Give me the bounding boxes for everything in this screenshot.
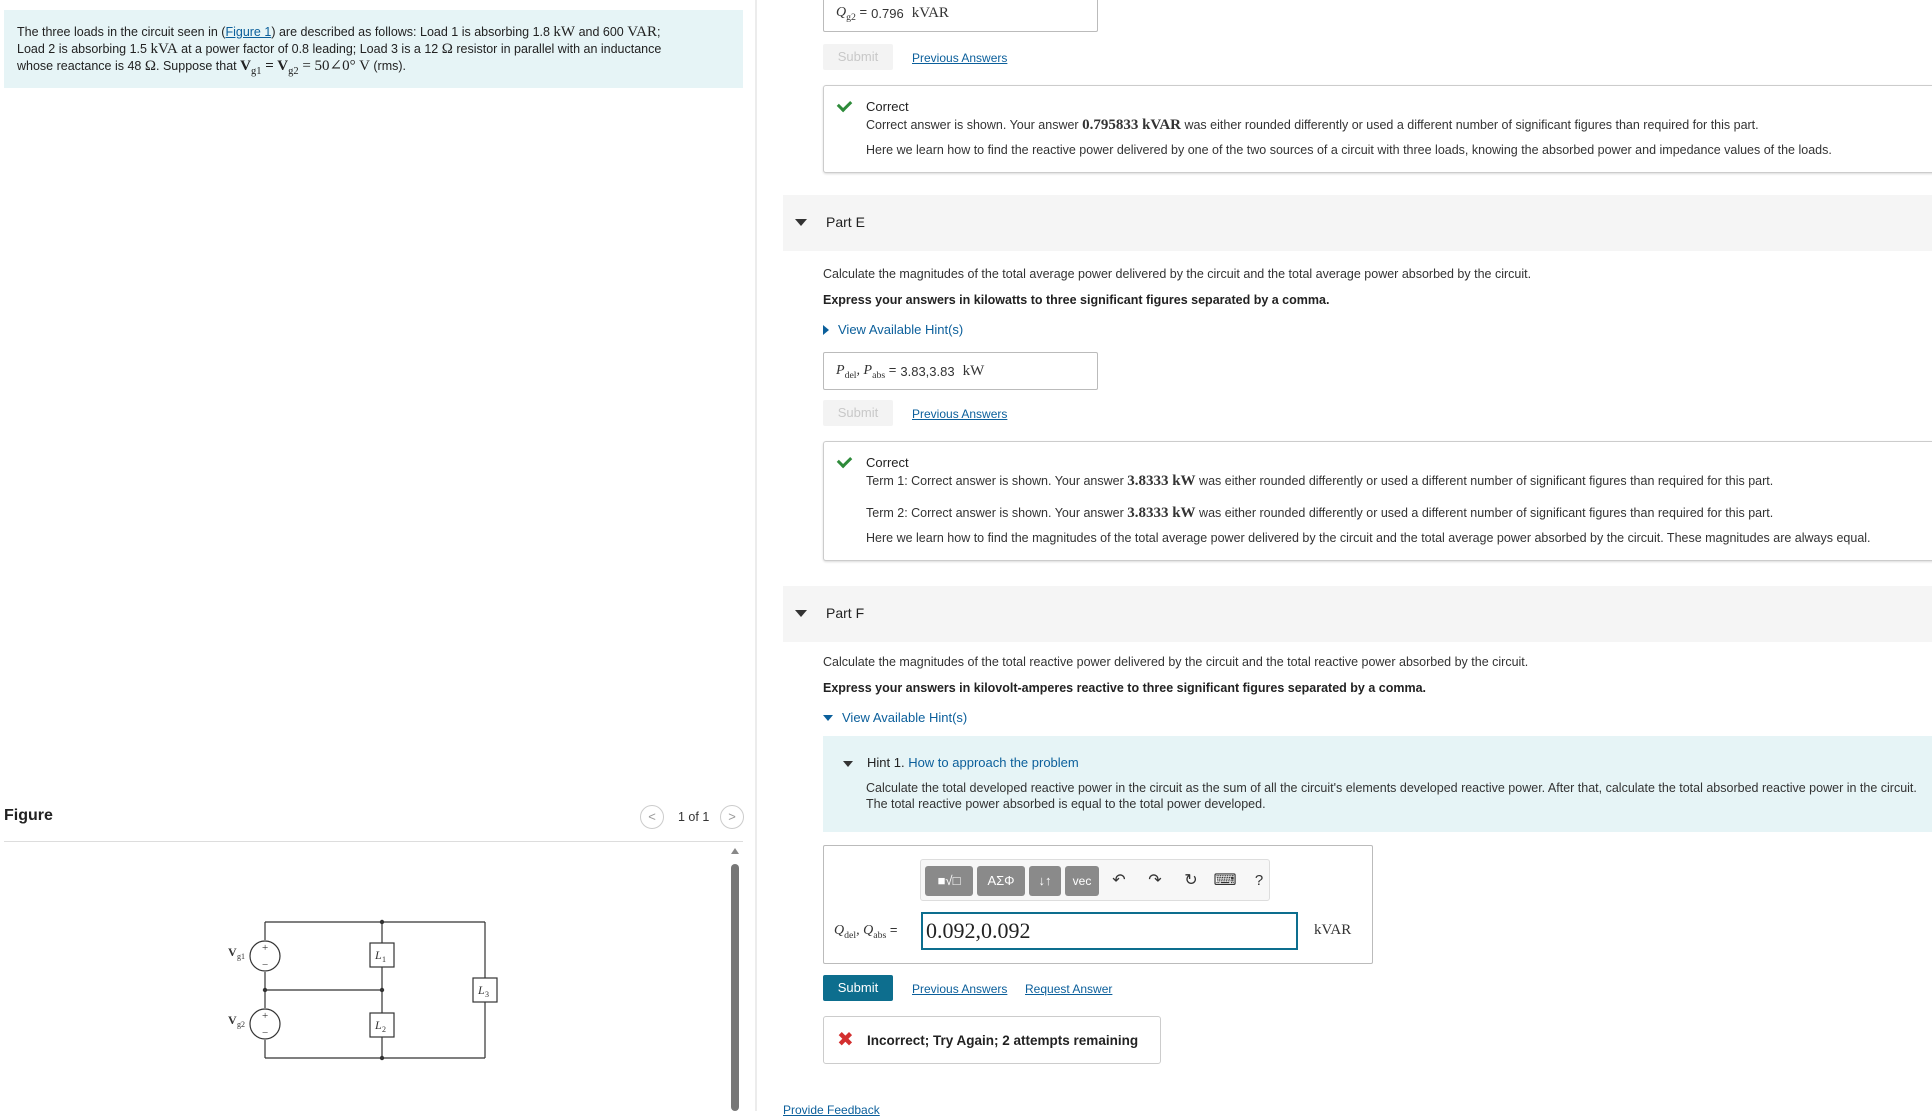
part-f-hint-toggle[interactable]: View Available Hint(s) xyxy=(823,710,967,725)
feedback-line-2: Here we learn how to find the reactive power delivered by one of the two sources of a circuit with three loads, knowing the absorbed power and impedance values of the loads. xyxy=(866,143,1832,157)
parts-panel xyxy=(757,0,1932,1117)
part-d-feedback xyxy=(823,85,1932,173)
problem-line-1: The three loads in the circuit seen in (Figure 1) are described as follows: Load 1 is absorbing 1.8 kW and 600 VAR; xyxy=(17,24,661,40)
scroll-up-icon[interactable] xyxy=(731,848,739,854)
part-e-label: Part E xyxy=(826,214,865,230)
circuit-diagram xyxy=(220,910,510,1070)
feedback-title: Correct xyxy=(866,99,909,114)
part-f-previous-answers-link[interactable]: Previous Answers xyxy=(912,982,1008,996)
feedback-term-1: Term 1: Correct answer is shown. Your answer 3.8333 kW was either rounded differently or used a different number of significant figures than required for this part. xyxy=(866,473,1774,489)
part-e-unit: kW xyxy=(962,362,985,379)
part-d-previous-answers-link[interactable]: Previous Answers xyxy=(912,51,1008,65)
figure-header xyxy=(4,805,743,842)
arrows-button[interactable]: ↓↑ xyxy=(1029,866,1061,896)
collapse-triangle-icon xyxy=(823,715,833,721)
part-e-feedback xyxy=(823,441,1932,561)
part-f-incorrect-feedback xyxy=(823,1016,1161,1064)
vector-button[interactable]: vec xyxy=(1065,866,1099,896)
problem-line-3: whose reactance is 48 Ω. Suppose that $V_{g1} = V_{g2}$ = 50∠0° V (rms). xyxy=(17,58,407,77)
minus-sign-2: − xyxy=(262,1027,269,1039)
vg1-label-sub: g1 xyxy=(237,952,245,961)
help-icon[interactable]: ? xyxy=(1254,872,1264,889)
redo-icon[interactable]: ↷ xyxy=(1148,872,1162,889)
reset-icon[interactable]: ↻ xyxy=(1184,872,1198,889)
part-d-answer-label: $Q_{g2}$ = xyxy=(836,3,868,23)
incorrect-x-icon: ✖ xyxy=(837,1029,854,1051)
part-f-header[interactable] xyxy=(783,586,1932,642)
templates-button[interactable]: ■√□ xyxy=(925,866,973,896)
l1-label-sub: 1 xyxy=(382,955,386,964)
l2-label-sub: 2 xyxy=(382,1025,386,1034)
l2-label: L xyxy=(375,1018,382,1032)
keyboard-icon[interactable]: ⌨ xyxy=(1213,872,1237,889)
part-f-label: Part F xyxy=(826,605,865,621)
scroll-thumb[interactable] xyxy=(731,864,739,1111)
math-toolbar xyxy=(920,859,1270,901)
part-f-submit-button[interactable]: Submit xyxy=(823,975,893,1001)
figure-title: Figure xyxy=(4,807,53,824)
check-icon xyxy=(837,97,853,113)
part-d-unit: kVAR xyxy=(911,4,949,21)
figure-link[interactable]: Figure 1 xyxy=(225,25,272,39)
provide-feedback-link[interactable]: Provide Feedback xyxy=(783,1103,880,1117)
feedback-summary: Here we learn how to find the magnitudes of the total average power delivered by the circuit and the total average power absorbed by the circuit. These magnitudes are always equal. xyxy=(866,531,1871,545)
voltage-equation: $V_{g1} = V_{g2}$ = 50∠0° V xyxy=(240,58,370,77)
collapse-triangle-icon[interactable] xyxy=(795,219,807,226)
part-e-answer-label: $P_{del}$, $P_{abs}$ = xyxy=(836,361,897,381)
collapse-triangle-icon[interactable] xyxy=(795,610,807,617)
part-e-hint-toggle[interactable]: View Available Hint(s) xyxy=(823,322,963,337)
hint-collapse-icon[interactable] xyxy=(843,761,853,767)
part-f-question: Calculate the magnitudes of the total reactive power delivered by the circuit and the total reactive power absorbed by the circuit. xyxy=(823,655,1529,669)
part-e-question: Calculate the magnitudes of the total average power delivered by the circuit and the total average power absorbed by the circuit. xyxy=(823,267,1532,281)
hint-1-title[interactable]: Hint 1. How to approach the problem xyxy=(867,755,1079,770)
plus-sign-1: + xyxy=(262,942,269,954)
part-f-unit: kVAR xyxy=(1314,922,1352,938)
l3-label-sub: 3 xyxy=(485,990,489,999)
vg2-label: V xyxy=(228,1013,237,1027)
part-e-previous-answers-link[interactable]: Previous Answers xyxy=(912,407,1008,421)
part-e-answer-value: 3.83,3.83 xyxy=(900,363,955,379)
figure-scrollbar[interactable] xyxy=(731,848,739,1111)
feedback-term-2: Term 2: Correct answer is shown. Your answer 3.8333 kW was either rounded differently or used a different number of significant figures than required for this part. xyxy=(866,505,1774,521)
greek-symbols-button[interactable]: ΑΣΦ xyxy=(977,866,1025,896)
part-d-answer-value: 0.796 xyxy=(871,5,904,21)
part-e-instruction: Express your answers in kilowatts to three significant figures separated by a comma. xyxy=(823,293,1330,307)
part-d-answer-display xyxy=(823,0,1098,32)
feedback-line-1: Correct answer is shown. Your answer 0.795833 kVAR was either rounded differently or used a different number of significant figures than required for this part. xyxy=(866,117,1759,133)
part-e-submit-button[interactable]: Submit xyxy=(823,400,893,426)
minus-sign-1: − xyxy=(262,959,269,971)
expand-triangle-icon xyxy=(823,325,829,335)
vg2-label-sub: g2 xyxy=(237,1020,245,1029)
part-f-answer-label: $Q_{del}$, $Q_{abs}$ = xyxy=(834,922,898,941)
part-e-answer-display xyxy=(823,352,1098,390)
plus-sign-2: + xyxy=(262,1010,269,1022)
vg1-label: V xyxy=(228,945,237,959)
part-d-submit-button[interactable]: Submit xyxy=(823,44,893,70)
problem-statement xyxy=(4,10,743,88)
problem-panel xyxy=(0,0,752,1111)
part-f-request-answer-link[interactable]: Request Answer xyxy=(1025,982,1113,996)
l3-label: L xyxy=(478,983,485,997)
feedback-title: Correct xyxy=(866,455,909,470)
figure-next-button[interactable]: > xyxy=(720,805,744,829)
incorrect-message: Incorrect; Try Again; 2 attempts remaining xyxy=(867,1033,1139,1048)
part-f-instruction: Express your answers in kilovolt-amperes reactive to three significant figures separated by a comma. xyxy=(823,681,1427,695)
l1-label: L xyxy=(375,948,382,962)
part-f-answer-editor xyxy=(823,845,1373,964)
part-e-header[interactable] xyxy=(783,195,1932,251)
undo-icon[interactable]: ↶ xyxy=(1112,872,1126,889)
hint-1-body: Calculate the total developed reactive power in the circuit as the sum of all the circuit's elements developed reactive power. After that, calculate the total absorbed reactive power in the circuit. The total reactive power absorbed is equal to the total power developed. xyxy=(866,781,1917,811)
figure-counter: 1 of 1 xyxy=(678,810,710,824)
problem-line-2: Load 2 is absorbing 1.5 kVA at a power factor of 0.8 leading; Load 3 is a 12 Ω resistor in parallel with an inductance xyxy=(17,41,662,57)
hint-1-panel xyxy=(823,736,1932,832)
figure-prev-button[interactable]: < xyxy=(640,805,664,829)
check-icon xyxy=(837,453,853,469)
part-f-answer-input[interactable] xyxy=(921,912,1298,950)
